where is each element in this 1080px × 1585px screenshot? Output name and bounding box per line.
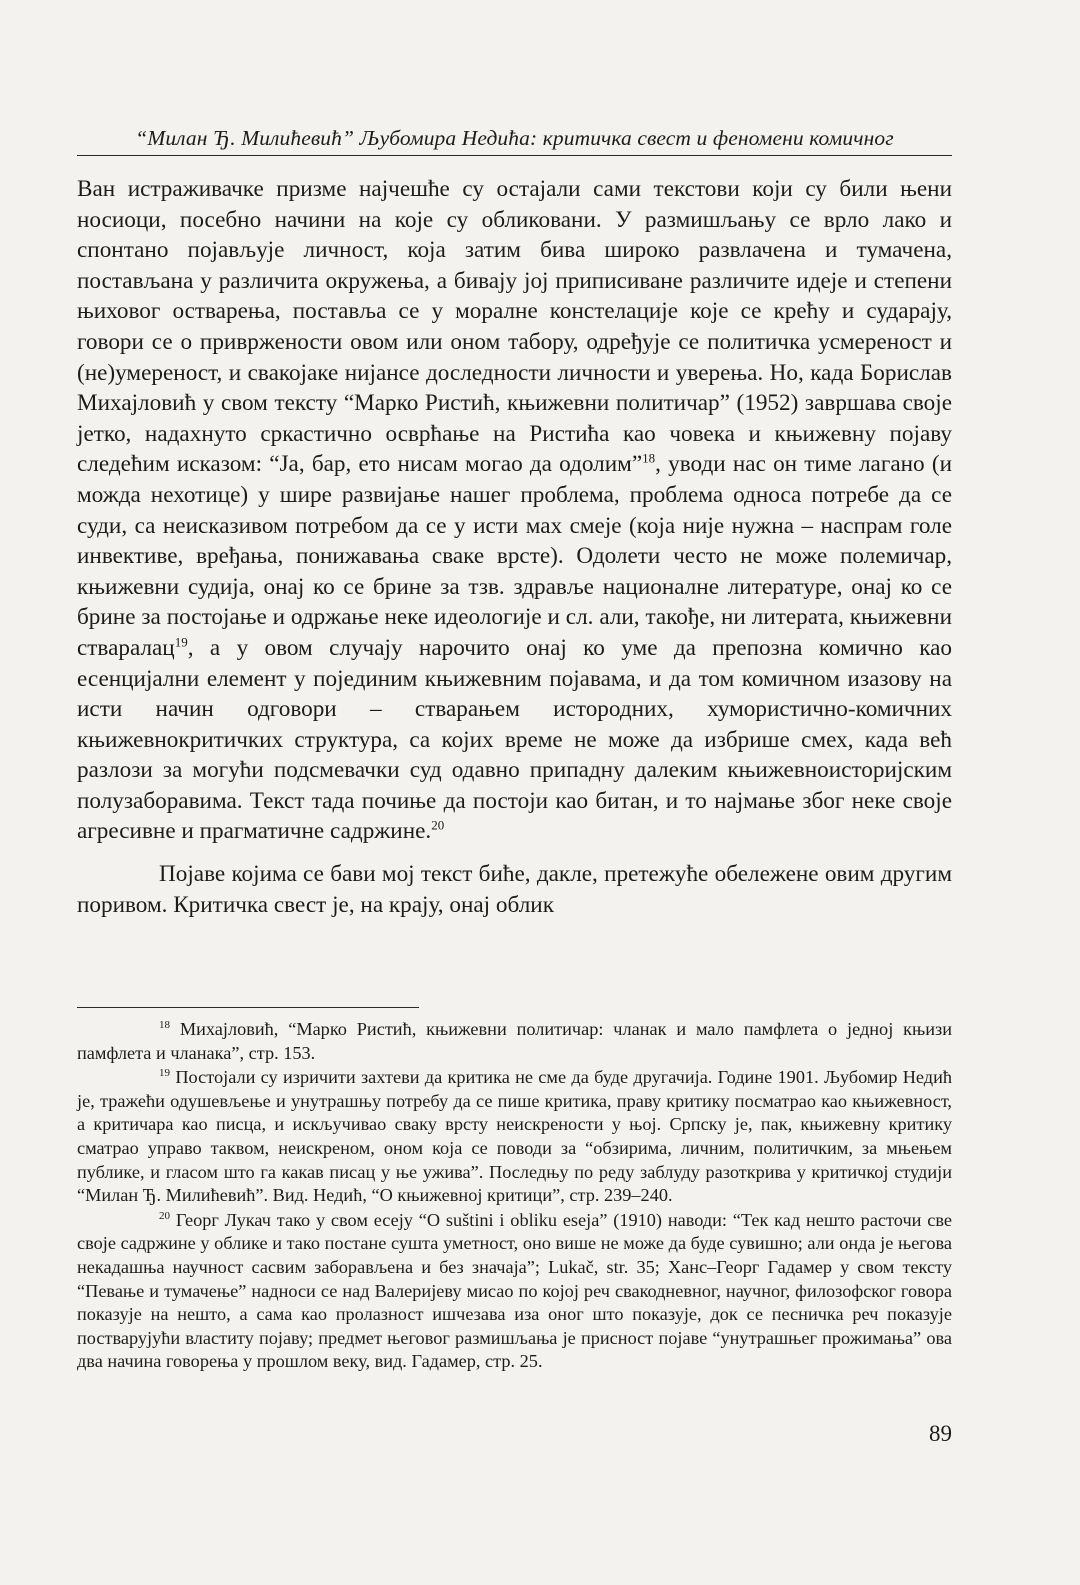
paragraph-1-part-b: , уводи нас он тиме лагано (и можда нехотице) у шире развијање нашег проблема, проблема односа потребе да се суди, са неисказивом потребом да се у исти мах смеје (која није нужна – наспрам голе инвективе, вређања, понижавања сваке врсте). Одолети често не може полемичар, књижевни судија, онај ко се брине за тзв. здравље националне литературе, онај ко се брине за постојање и одржање неке идеологије и сл. али, такође, ни литерата, књижевни стваралац [77, 451, 952, 661]
paragraph-1-part-c: , а у овом случају нарочито онај ко уме да препозна комично као есенцијални елемент у појединим књижевним појавама, и да том комичном изазову на исти начин одговори – стварањем истородних, хумористично-комичних књижевнокритичких структура, са којих време не може да избрише смех, када већ разлози за могући подсмевачки суд одавно припадну далеким књижевноисторијским полузаборавима. Текст тада почиње да постоји као битан, и то најмање због неке своје агресивне и прагматичне садржине. [77, 634, 952, 845]
paragraph-1-part-a: Ван истраживачке призме најчешће су остајали сами текстови који су били њени носиоци, посебно начини на које су обликовани. У размишљању се врло лако и спонтано појављује личност, која затим бива широко развлачена и тумачена, постављана у различита окружења, а бивају јој приписиване различите идеје и степени њиховог остварења, поставља се у моралне констелације које се крећу и сударају, говори се о привржености овом или оном табору, одређује се политичка усмереност и (не)умереност, и свакојаке нијансе доследности личности и уверења. Но, када Борислав Михајловић у свом тексту “Марко Ристић, књижевни политичар” (1952) завршава своје јетко, надахнуто сркастично осврћање на Ристића као човека и књижевну појаву следећим исказом: “Ја, бар, ето нисам могао да одолим” [77, 176, 952, 478]
footnote-ref-19: 19 [174, 634, 188, 650]
main-text [77, 174, 952, 920]
running-head: “Милан Ђ. Милићевић” Љубомира Недића: критичка свест и феномени комичног [135, 126, 894, 150]
footnote-separator [77, 1007, 419, 1008]
footnotes [77, 1018, 952, 1375]
footnote-ref-18: 18 [642, 450, 656, 466]
header-rule [77, 155, 952, 156]
paragraph-1 [77, 174, 952, 847]
footnote-ref-20: 20 [431, 817, 445, 833]
book-page [77, 0, 952, 1585]
footnote-number: 18 [159, 1018, 170, 1031]
paragraph-2: Појаве којима се бави мој текст биће, дакле, претежуће обележене овим другим поривом. Критичка свест је, на крају, онај облик [77, 861, 952, 918]
footnote-20 [77, 1209, 952, 1374]
footnote-text: Георг Лукач тако у свом есеју “O suštini i obliku eseja” (1910) наводи: “Тек кад нешто расточи све своје садржине у облике и тако постане сушта уметност, оно више не може да буде сувишно; али онда је његова некадашња научност сасвим заборављена и без значаја”; Lukač, str. 35; Ханс–Георг Гадамер у свом тексту “Певање и тумачење” надноси се над Валеријеву мисао по којој реч свакодневног, научног, филозофског говора показује на нешто, а сама као пролазност ишчезава иза оног што показује, док се песничка реч показује постварујући властиту појаву; предмет његовог размишљања је присност појаве “унутрашњег прожимања” ова два начина говорења у прошлом веку, вид. Гадамер, стр. 25. [77, 1209, 952, 1372]
page-number: 89 [929, 1421, 952, 1446]
footnote-number: 19 [159, 1067, 170, 1080]
footnote-text: Постојали су изричити захтеви да критика не сме да буде другачија. Године 1901. Љубомир Недић је, тражећи одушевљење и унутрашњу потребу да се пише критика, праву критику посматрао као књижевност, а критичара као писца, и искључивао сваку врсту неискрености у њој. Српску је, пак, књижевну критику сматрао управо таквом, неискреном, оном која се поводи за “обзирима, личним, политичким, за мњењем публике, и гласом што га какав писац у ње ужива”. Последњу по реду заблуду разоткрива у критичкој студији “Милан Ђ. Милићевић”. Вид. Недић, “О књижевној критици”, стр. 239–240. [77, 1067, 952, 1206]
footnote-18 [77, 1018, 952, 1065]
footnote-19 [77, 1066, 952, 1208]
footnote-text: Михајловић, “Марко Ристић, књижевни политичар: чланак и мало памфлета о једној књизи памфлета и чланака”, стр. 153. [77, 1019, 952, 1063]
footnote-number: 20 [159, 1209, 170, 1222]
